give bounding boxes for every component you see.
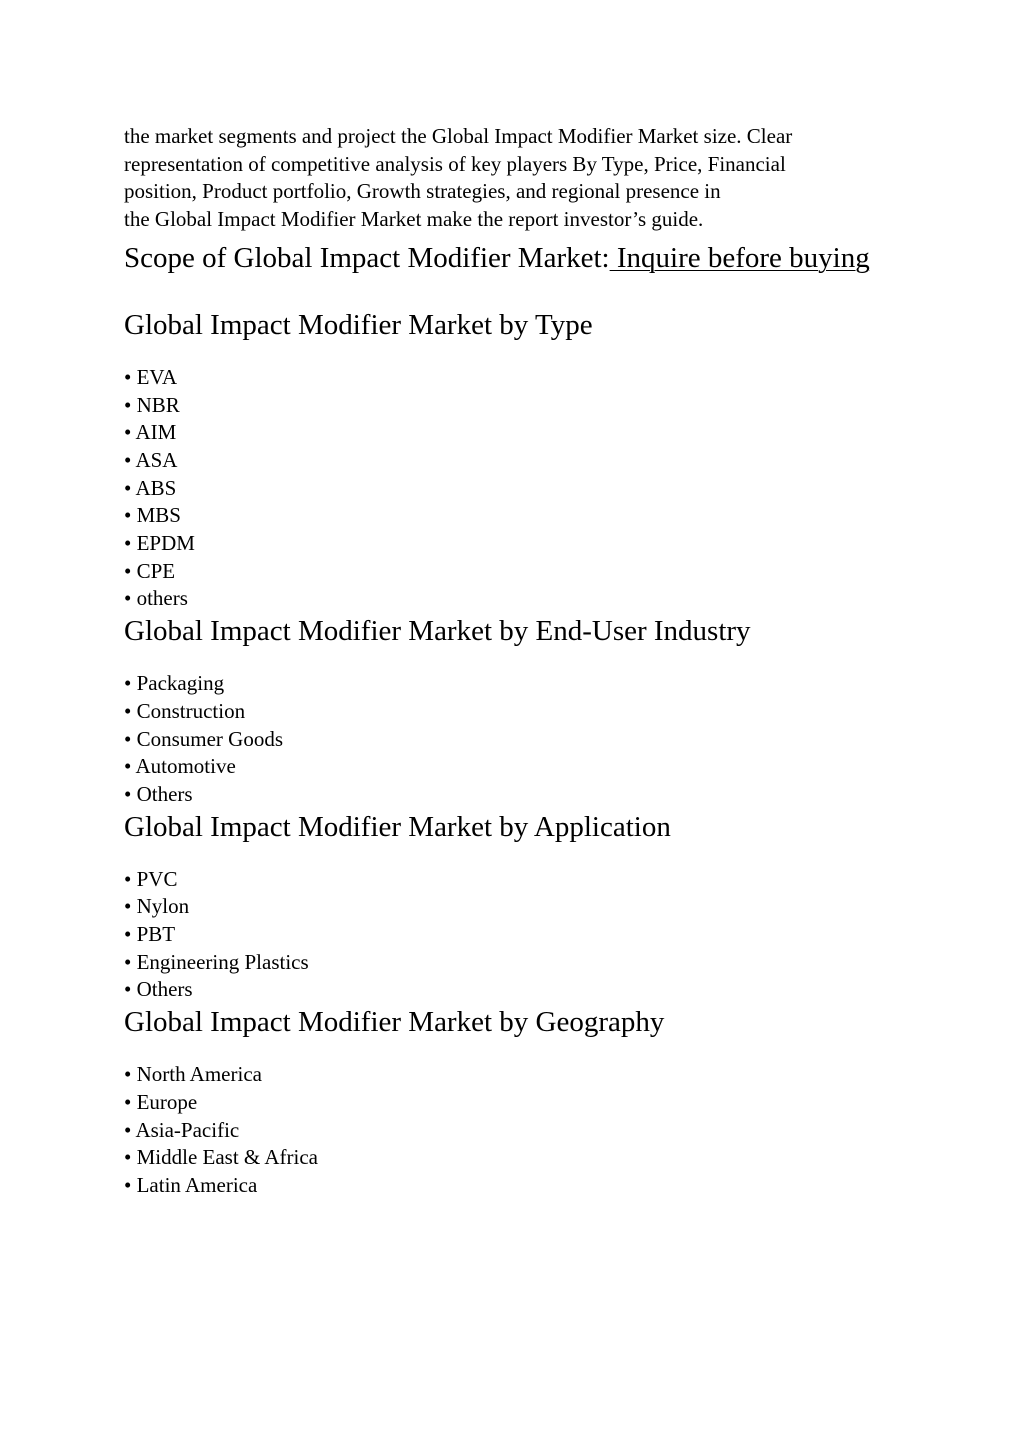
list-item: • Latin America (124, 1172, 258, 1197)
scope-heading (124, 240, 904, 277)
list-item: • North America (124, 1062, 262, 1087)
intro-line: position, Product portfolio, Growth strategies, and regional presence in (124, 179, 721, 204)
list-item: • Others (124, 781, 193, 806)
section-title-end-user-industry: Global Impact Modifier Market by End-User Industry (124, 615, 751, 648)
list-item: • Automotive (124, 754, 236, 779)
list-item: • CPE (124, 558, 176, 583)
list-item: • MBS (124, 503, 181, 528)
application-list (124, 866, 904, 1005)
section-title-application: Global Impact Modifier Market by Application (124, 810, 671, 843)
geography-list (124, 1061, 904, 1200)
list-item: • ABS (124, 475, 177, 500)
type-list (124, 364, 904, 613)
intro-line: the market segments and project the Global Impact Modifier Market size. Clear (124, 124, 793, 148)
list-item: • Construction (124, 698, 246, 723)
list-item: • Others (124, 977, 193, 1002)
list-item: • AIM (124, 420, 177, 445)
list-item: • Europe (124, 1089, 198, 1114)
intro-paragraph (124, 123, 904, 234)
document-page (124, 123, 904, 1200)
list-item: • PBT (124, 922, 176, 947)
list-item: • NBR (124, 392, 180, 417)
list-item: • ASA (124, 447, 178, 472)
list-item: • others (124, 586, 188, 611)
list-item: • EPDM (124, 531, 195, 556)
end-user-industry-list (124, 670, 904, 809)
intro-line: the Global Impact Modifier Market make the report investor’s guide. (124, 207, 704, 232)
list-item: • Packaging (124, 671, 225, 696)
list-item: • Engineering Plastics (124, 949, 309, 974)
intro-line: representation of competitive analysis of key players By Type, Price, Financial (124, 151, 786, 176)
list-item: • PVC (124, 866, 178, 891)
list-item: • Asia-Pacific (124, 1117, 240, 1142)
section-title-type: Global Impact Modifier Market by Type (124, 308, 593, 341)
list-item: • Nylon (124, 894, 190, 919)
section-title-geography: Global Impact Modifier Market by Geography (124, 1006, 665, 1039)
inquire-before-buying-link[interactable]: Inquire before buying (609, 241, 870, 274)
list-item: • Consumer Goods (124, 726, 284, 751)
list-item: • Middle East & Africa (124, 1145, 318, 1170)
scope-heading-text: Scope of Global Impact Modifier Market: (124, 241, 610, 274)
list-item: • EVA (124, 364, 178, 389)
